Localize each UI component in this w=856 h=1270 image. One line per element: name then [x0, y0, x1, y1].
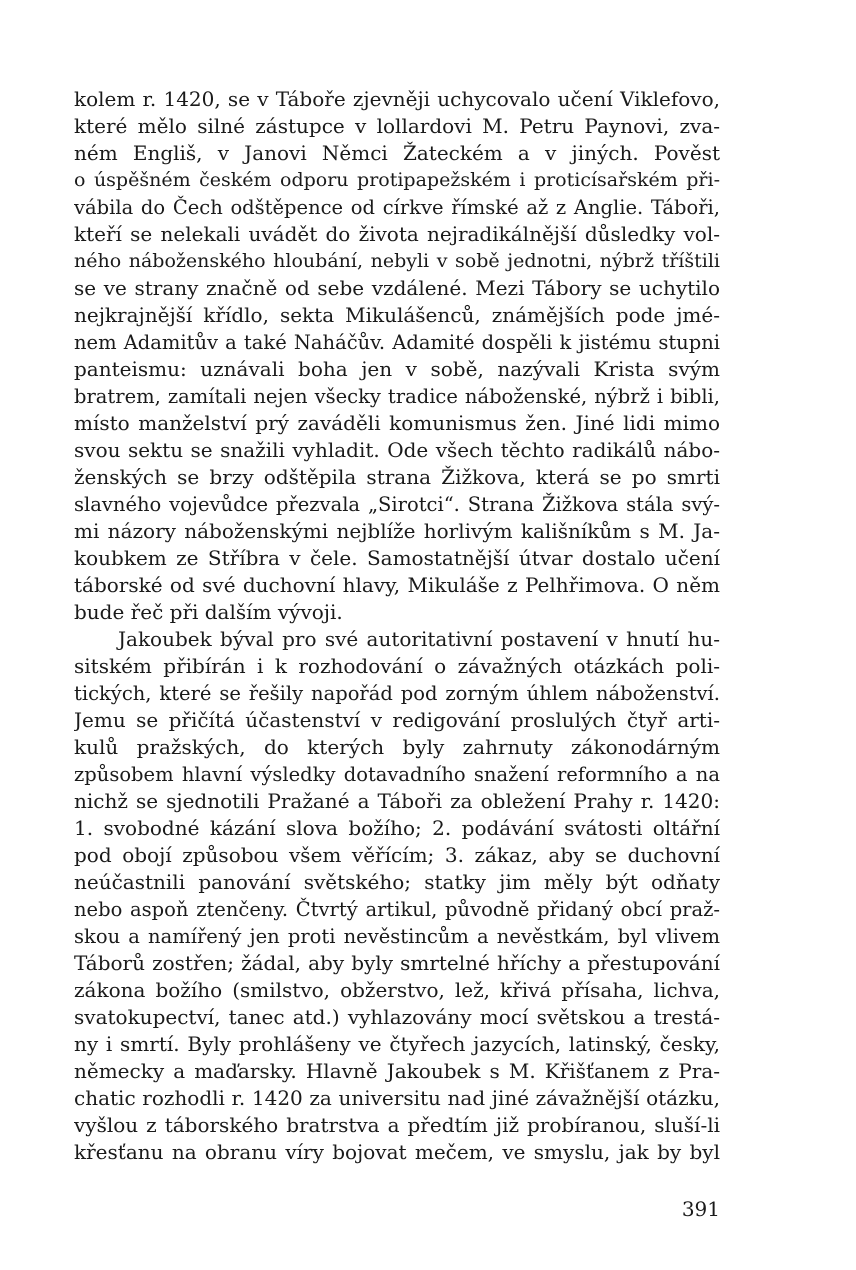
text-line: bratrem, zamítali nejen všecky tradice náboženské, nýbrž i bibli, [74, 385, 720, 408]
text-line: kulů pražských, do kterých byly zahrnuty zákonodárným [74, 735, 720, 759]
text-line: Táborů zostřen; žádal, aby byly smrtelné hříchy a přestupování [74, 951, 720, 975]
text-line: ném Engliš, v Janovi Němci Žateckém a v jiných. Pověst [74, 141, 720, 165]
paragraph-1 [74, 86, 720, 626]
text-line: kolem r. 1420, se v Táboře zjevněji uchycovalo učení Viklefovo, [74, 87, 720, 111]
text-line: 1. svobodné kázání slova božího; 2. podávání svátosti oltářní [74, 816, 720, 840]
text-line: chatic rozhodli r. 1420 za universitu nad jiné závažnější otázku, [74, 1086, 720, 1110]
text-line: nem Adamitův a také Naháčův. Adamité dospěli k jistému stupni [74, 331, 720, 354]
text-line: způsobem hlavní výsledky dotavadního snažení reformního a na [74, 763, 720, 786]
text-line: ženských se brzy odštěpila strana Žižkova, která se po smrti [74, 465, 720, 489]
paragraph-2 [74, 626, 720, 1166]
text-line: mi názory náboženskými nejblíže horlivým kališníkům s M. Ja- [74, 519, 720, 543]
text-line: svou sektu se snažili vyhladit. Ode všech těchto radikálů nábo- [74, 438, 720, 462]
text-line: panteismu: uznávali boha jen v sobě, nazývali Krista svým [74, 357, 720, 381]
text-line: křesťanu na obranu víry bojovat mečem, ve smyslu, jak by byl [74, 1140, 720, 1164]
text-line: vyšlou z táborského bratrstva a předtím již probíranou, sluší-li [74, 1113, 720, 1137]
text-line: tických, které se řešily napořád pod zorným úhlem náboženství. [74, 682, 720, 705]
text-line: svatokupectví, tanec atd.) vyhlazovány mocí světskou a trestá- [74, 1005, 720, 1029]
text-line: které mělo silné zástupce v lollardovi M. Petru Paynovi, zva- [74, 114, 720, 138]
text-line: skou a namířený jen proti nevěstincům a nevěstkám, byl vlivem [74, 925, 720, 948]
text-line: nejkrajnější křídlo, sekta Mikulášenců, známějších pode jmé- [74, 303, 720, 327]
text-line: nichž se sjednotili Pražané a Táboři za obležení Prahy r. 1420: [74, 789, 720, 813]
text-line: ného náboženského hloubání, nebyli v sobě jednotni, nýbrž tříštili [74, 250, 720, 272]
text-line: neúčastnili panování světského; statky jim měly být odňaty [74, 870, 720, 894]
text-line: kteří se nelekali uvádět do života nejradikálnější důsledky vol- [74, 222, 720, 246]
text-line: o úspěšném českém odporu protipapežském i proticísařském při- [74, 169, 720, 191]
text-line: táborské od své duchovní hlavy, Mikuláše z Pelhřimova. O něm [74, 573, 720, 597]
text-line: koubkem ze Stříbra v čele. Samostatnější útvar dostalo učení [74, 546, 720, 570]
text-line: se ve strany značně od sebe vzdálené. Mezi Tábory se uchytilo [74, 276, 720, 300]
text-line: Jemu se přičítá účastenství v redigování proslulých čtyř arti- [74, 708, 720, 732]
text-line: nebo aspoň ztenčeny. Čtvrtý artikul, původně přidaný obcí praž- [74, 898, 720, 921]
text-line: sitském přibírán i k rozhodování o závažných otázkách poli- [74, 654, 720, 678]
text-line: bude řeč při dalším vývoji. [74, 600, 343, 624]
text-line: slavného vojevůdce přezvala „Sirotci“. Strana Žižkova stála svý- [74, 493, 720, 516]
page-number: 391 [681, 1197, 720, 1221]
text-line: Jakoubek býval pro své autoritativní postavení v hnutí hu- [118, 627, 720, 651]
text-line: německy a maďarsky. Hlavně Jakoubek s M. Křišťanem z Pra- [74, 1059, 720, 1083]
text-line: ny i smrtí. Byly prohlášeny ve čtyřech jazycích, latinský, česky, [74, 1032, 720, 1056]
body-text [74, 86, 720, 1166]
text-line: zákona božího (smilstvo, obžerstvo, lež, křivá přísaha, lichva, [74, 978, 720, 1002]
text-line: místo manželství prý zaváděli komunismus žen. Jiné lidi mimo [74, 411, 720, 435]
text-line: vábila do Čech odštěpence od církve římské až z Anglie. Táboři, [74, 196, 720, 219]
text-line: pod obojí způsobou všem věřícím; 3. zákaz, aby se duchovní [74, 843, 720, 867]
